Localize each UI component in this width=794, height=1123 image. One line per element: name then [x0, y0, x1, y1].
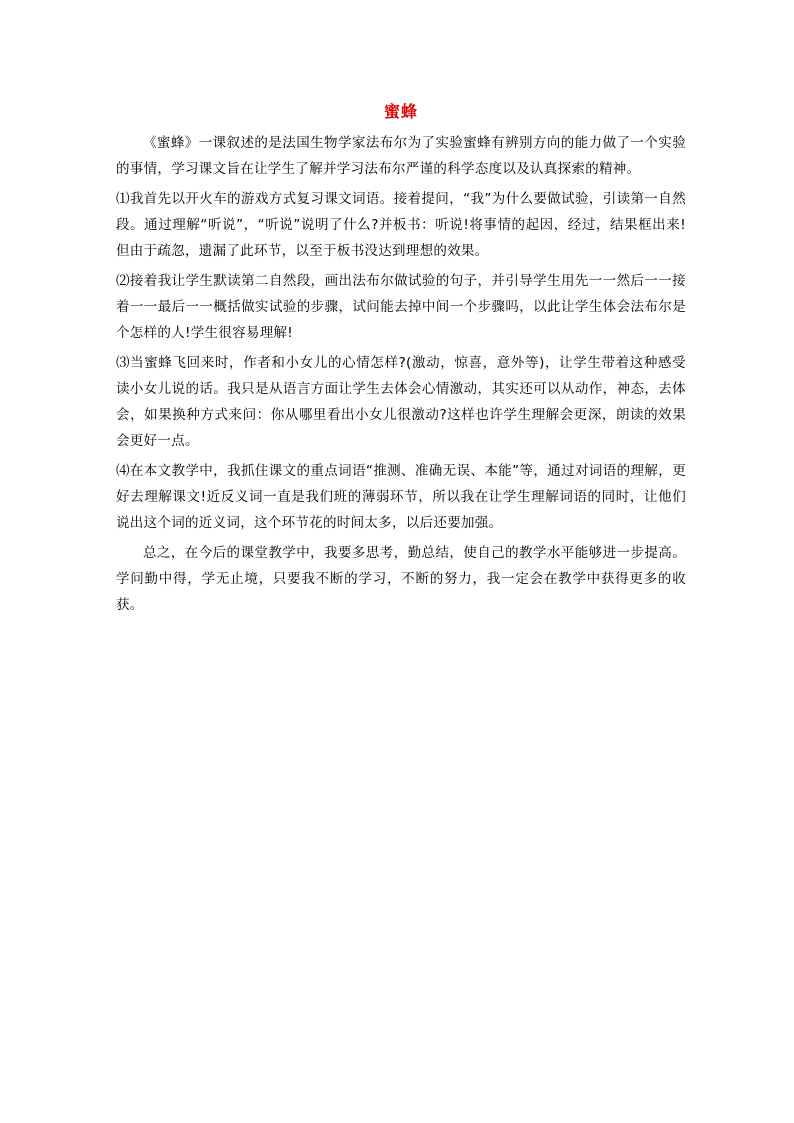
- paragraph-1: ⑴我首先以开火车的游戏方式复习课文词语。接着提问，“我”为什么要做试验，引读第一自然段。通过理解“听说”，“听说”说明了什么?并板书：听说!将事情的起因，经过，结果框出来!但由于疏忽，遗漏了此环节，以至于板书没达到理想的效果。: [116, 191, 686, 259]
- conclusion-paragraph: 总之，在今后的课堂教学中，我要多思考，勤总结，使自己的教学水平能够进一步提高。学问勤中得，学无止境，只要我不断的学习，不断的努力，我一定会在教学中获得更多的收获。: [116, 545, 686, 613]
- intro-paragraph: 《蜜蜂》一课叙述的是法国生物学家法布尔为了实验蜜蜂有辨别方向的能力做了一个实验的事情，学习课文旨在让学生了解并学习法布尔严谨的科学态度以及认真探索的精神。: [116, 135, 686, 177]
- paragraph-4: ⑷在本文教学中，我抓住课文的重点词语“推测、准确无误、本能”等，通过对词语的理解，更好去理解课文!近反义词一直是我们班的薄弱环节，所以我在让学生理解词语的同时，让他们说出这个词的近义词，这个环节花的时间太多，以后还要加强。: [116, 463, 686, 531]
- paragraph-2: ⑵接着我让学生默读第二自然段，画出法布尔做试验的句子，并引导学生用先一一然后一一接着一一最后一一概括做实试验的步骤，试问能去掉中间一个步骤吗，以此让学生体会法布尔是个怎样的人!学生很容易理解!: [116, 273, 686, 341]
- document-page: [116, 100, 686, 622]
- document-title: 蜜蜂: [383, 102, 418, 121]
- paragraph-3: ⑶当蜜蜂飞回来时，作者和小女儿的心情怎样?(激动，惊喜，意外等)，让学生带着这种感受读小女儿说的话。我只是从语言方面让学生去体会心情激动，其实还可以从动作，神态，去体会，如果换种方式来问：你从哪里看出小女儿很激动?这样也许学生理解会更深，朗读的效果会更好一点。: [116, 355, 686, 449]
